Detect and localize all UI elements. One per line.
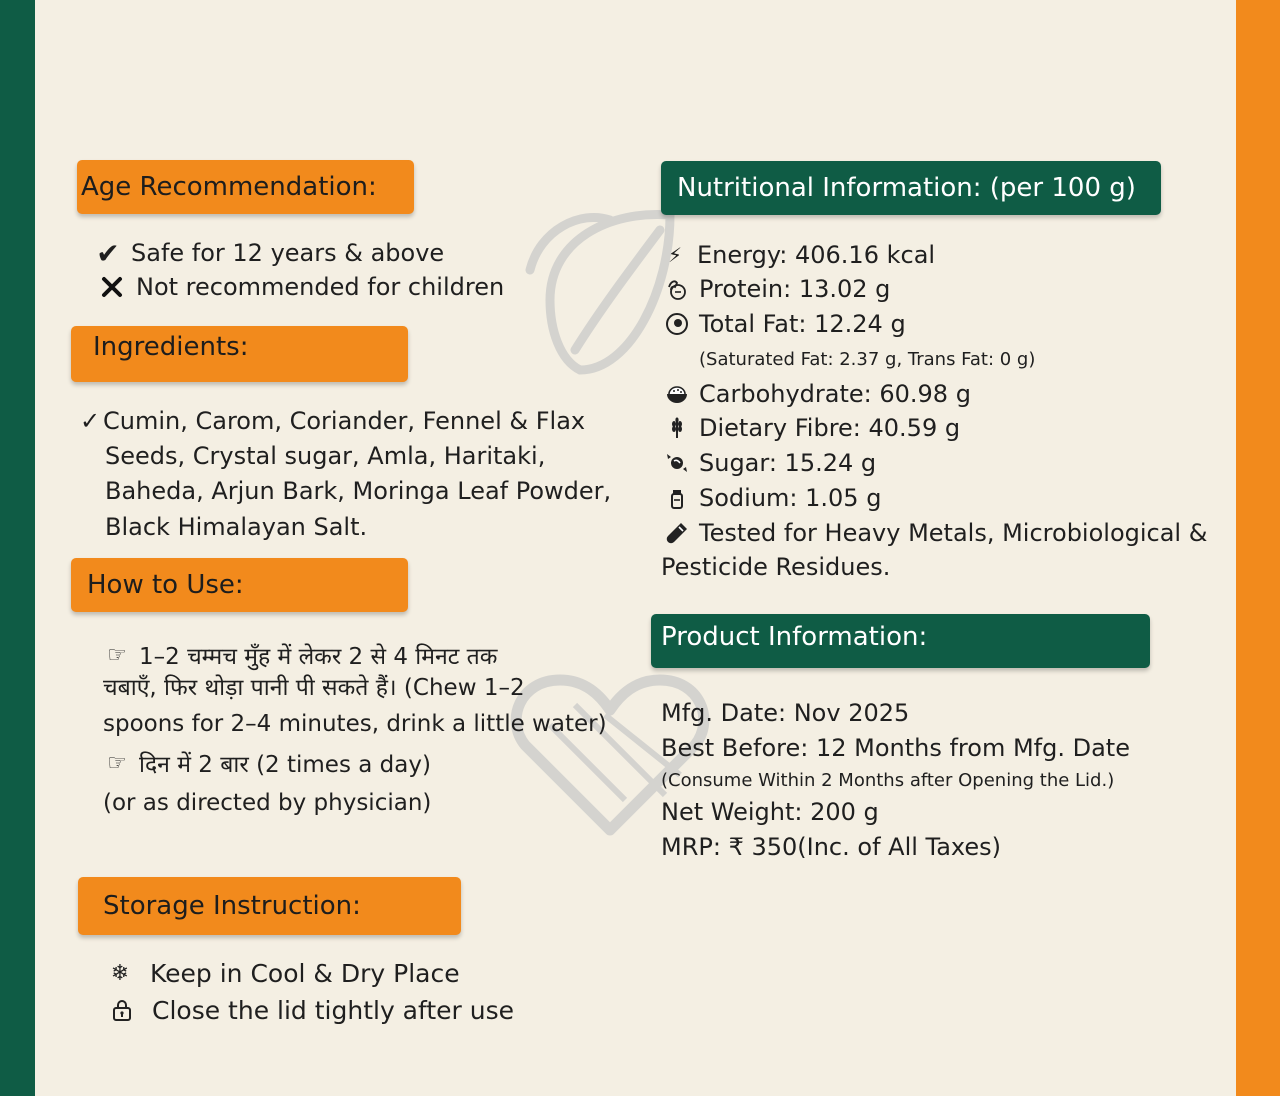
nutrition-fat-note: (Saturated Fat: 2.37 g, Trans Fat: 0 g) xyxy=(699,349,1036,370)
nutrition-sugar-text: Sugar: 15.24 g xyxy=(699,449,877,477)
how-to-use-line-3: spoons for 2–4 minutes, drink a little water) xyxy=(103,711,607,737)
product-mfg-date: Mfg. Date: Nov 2025 xyxy=(661,699,910,727)
ingredients-title: Ingredients: xyxy=(93,332,249,362)
nutrition-sodium-text: Sodium: 1.05 g xyxy=(699,484,882,512)
how-to-use-text: 1–2 चम्मच मुँह में लेकर 2 से 4 मिनट तक xyxy=(139,644,498,670)
nutrition-header xyxy=(661,161,1161,215)
product-mrp: MRP: ₹ 350(Inc. of All Taxes) xyxy=(661,833,1002,861)
right-orange-band xyxy=(1236,0,1280,1096)
storage-item-text: Close the lid tightly after use xyxy=(152,995,515,1025)
nutrition-carbohydrate-text: Carbohydrate: 60.98 g xyxy=(699,380,971,408)
nutrition-total-fat-text: Total Fat: 12.24 g xyxy=(699,310,906,338)
age-item-safe xyxy=(93,236,444,270)
how-to-use-line-2: चबाएँ, फिर थोड़ा पानी पी सकते हैं। (Chew 1–2 xyxy=(103,675,525,701)
nutrition-energy xyxy=(661,238,935,272)
ingredients-check-icon: ✓ xyxy=(80,407,101,435)
snowflake-icon: ❄ xyxy=(110,960,130,986)
age-recommendation-header xyxy=(77,160,414,214)
ingredients-header xyxy=(71,326,408,382)
how-to-use-line-5: (or as directed by physician) xyxy=(103,790,432,816)
storage-item-lid xyxy=(108,993,514,1027)
age-item-text: Safe for 12 years & above xyxy=(131,239,445,267)
nutrition-energy-text: Energy: 406.16 kcal xyxy=(697,241,936,269)
candy-icon xyxy=(663,449,691,477)
nutrition-protein-text: Protein: 13.02 g xyxy=(699,275,891,303)
nutrition-sugar xyxy=(663,446,876,480)
nutrition-protein xyxy=(663,272,890,306)
nutrition-title: Nutritional Information: (per 100 g) xyxy=(677,173,1136,203)
how-to-use-line-4 xyxy=(103,746,431,780)
product-information-title: Product Information: xyxy=(661,622,928,652)
age-item-not-recommended xyxy=(96,270,504,304)
nutrition-total-fat xyxy=(663,307,906,341)
muscle-icon xyxy=(663,275,691,303)
ingredients-line-2: Seeds, Crystal sugar, Amla, Haritaki, xyxy=(105,442,546,470)
ingredients-line-4: Black Himalayan Salt. xyxy=(105,513,368,541)
left-green-band xyxy=(0,0,35,1096)
product-consume-note: (Consume Within 2 Months after Opening the Lid.) xyxy=(661,770,1115,791)
ingredients-line-3: Baheda, Arjun Bark, Moringa Leaf Powder, xyxy=(105,477,612,505)
nutrition-fibre xyxy=(663,411,960,445)
salt-shaker-icon xyxy=(663,484,691,512)
nutrition-sodium xyxy=(663,481,881,515)
age-recommendation-title: Age Recommendation: xyxy=(81,172,377,202)
age-item-text: Not recommended for children xyxy=(136,273,505,301)
product-best-before: Best Before: 12 Months from Mfg. Date xyxy=(661,734,1130,762)
lightning-icon: ⚡ xyxy=(667,243,683,267)
how-to-use-line-1 xyxy=(103,638,497,672)
pointing-hand-icon: ☞ xyxy=(107,642,127,668)
ingredients-line-1: Cumin, Carom, Coriander, Fennel & Flax xyxy=(103,407,586,435)
how-to-use-title: How to Use: xyxy=(87,570,244,600)
pointing-hand-icon: ☞ xyxy=(107,750,127,776)
storage-header xyxy=(78,877,461,935)
storage-item-text: Keep in Cool & Dry Place xyxy=(150,958,460,988)
nutrition-fibre-text: Dietary Fibre: 40.59 g xyxy=(699,414,961,442)
nutrition-tested-line-2: Pesticide Residues. xyxy=(661,553,891,581)
wheat-icon xyxy=(663,414,691,442)
nutrition-tested xyxy=(663,516,1207,550)
product-net-weight: Net Weight: 200 g xyxy=(661,798,879,826)
storage-item-cool xyxy=(106,956,460,990)
nutrition-tested-text: Tested for Heavy Metals, Microbiological & xyxy=(699,519,1208,547)
egg-icon xyxy=(663,310,691,338)
nutrition-carbohydrate xyxy=(663,377,971,411)
how-to-use-header xyxy=(71,558,408,612)
check-icon: ✔ xyxy=(96,236,120,270)
how-to-use-text: दिन में 2 बार (2 times a day) xyxy=(139,752,431,778)
storage-title: Storage Instruction: xyxy=(103,891,361,921)
product-information-header xyxy=(651,614,1150,668)
lock-icon xyxy=(108,996,136,1024)
cross-icon xyxy=(96,273,128,301)
rice-bowl-icon xyxy=(663,380,691,408)
test-tube-icon xyxy=(663,519,691,547)
